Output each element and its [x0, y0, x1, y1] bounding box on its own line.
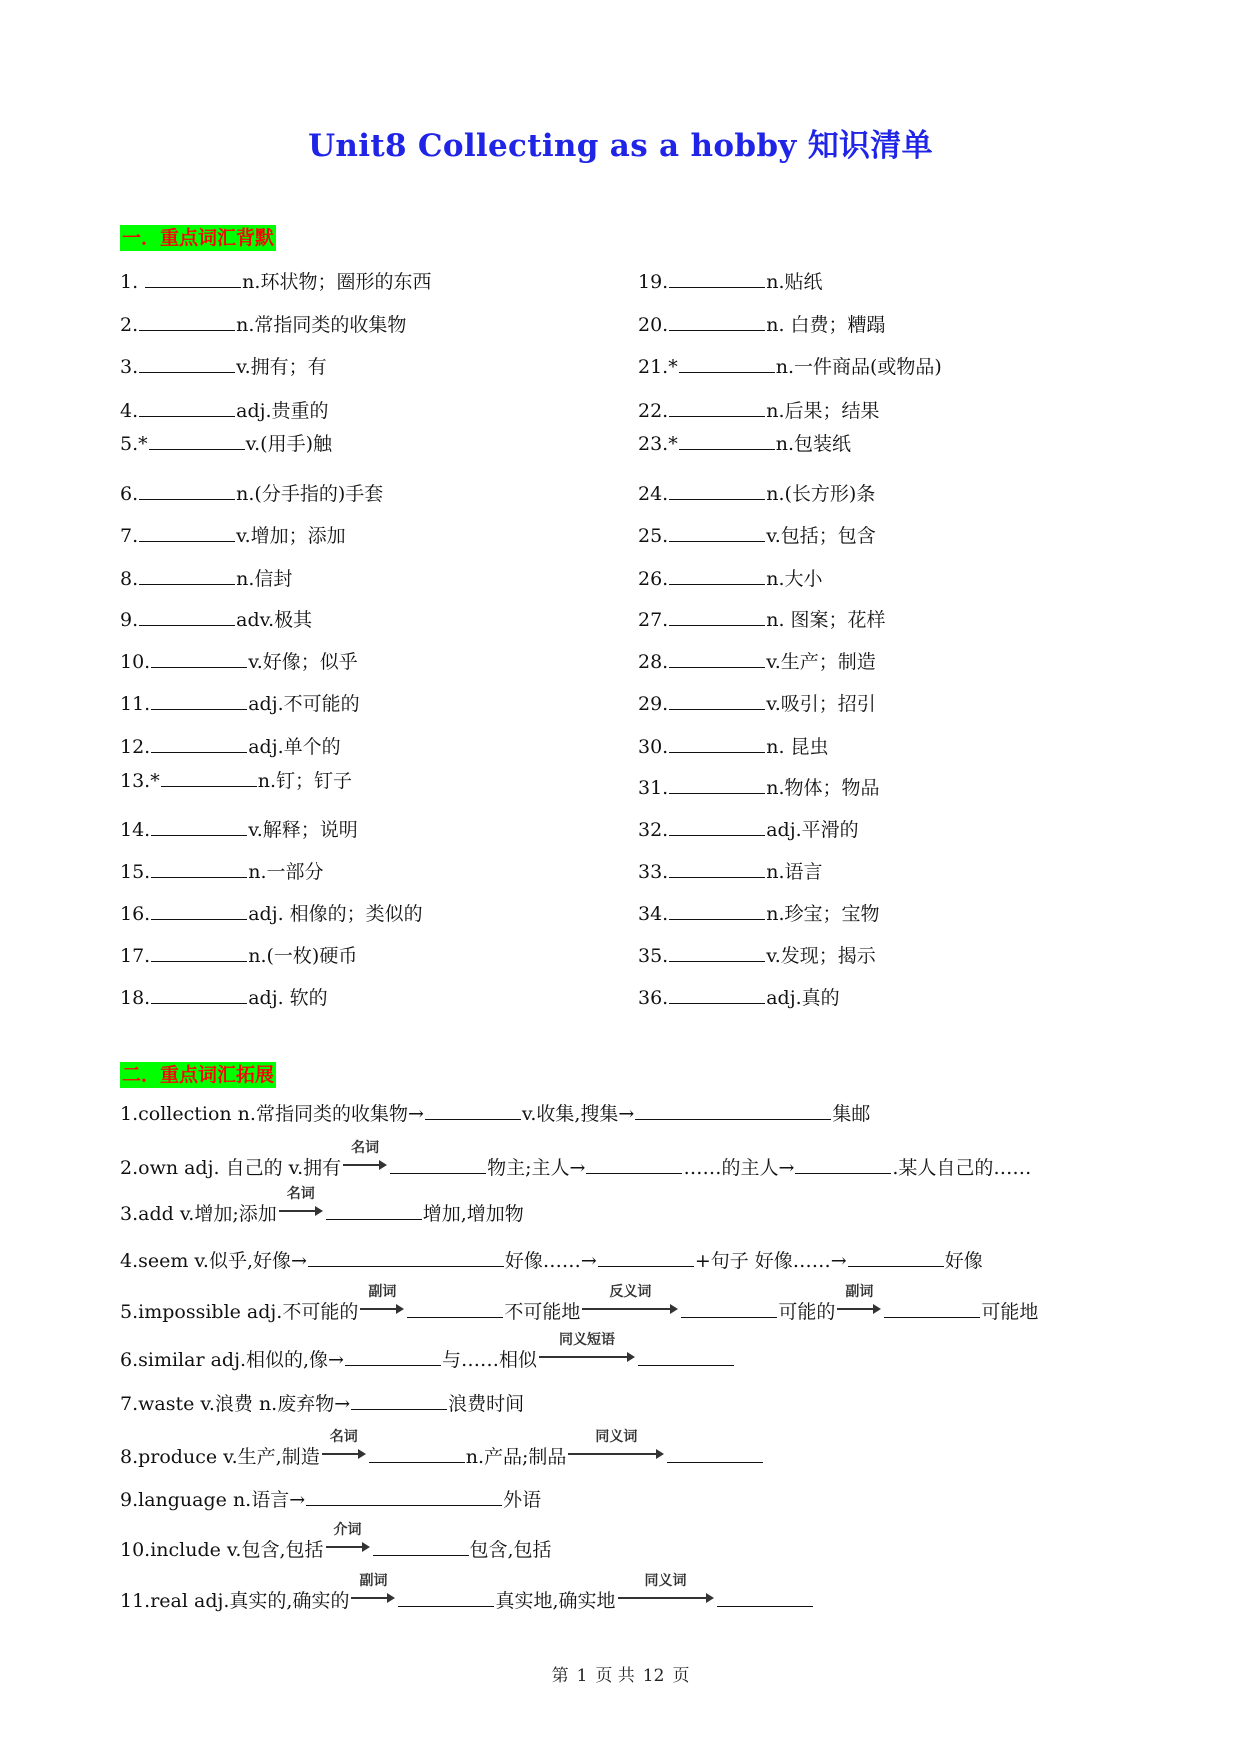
vocab-item — [638, 734, 829, 759]
page-total: 12 — [642, 1666, 665, 1686]
blank-field[interactable] — [669, 312, 765, 331]
vocab-definition: n.(分手指的)手套 — [236, 483, 384, 505]
blank-field[interactable] — [669, 691, 765, 710]
expansion-item-3: 3.add v.增加;添加 名词 增加,增加物 — [120, 1186, 524, 1225]
vocab-number: 26. — [638, 568, 669, 590]
footer-label: 页 — [672, 1666, 690, 1686]
blank-field[interactable] — [326, 1201, 422, 1220]
vocab-definition: n.一部分 — [248, 861, 324, 883]
arrow-icon: 名词 — [322, 1441, 366, 1463]
vocab-number: 15. — [120, 861, 151, 883]
vocab-definition: n.物体；物品 — [766, 777, 880, 799]
vocab-item — [638, 775, 880, 800]
vocab-number: 7. — [120, 525, 139, 547]
blank-field[interactable] — [151, 817, 247, 836]
blank-field[interactable] — [369, 1444, 465, 1463]
blank-field[interactable] — [598, 1248, 694, 1267]
arrow-icon: 副词 — [837, 1296, 881, 1318]
vocab-definition: adv.极其 — [236, 609, 313, 631]
blank-field[interactable] — [306, 1487, 502, 1506]
blank-field[interactable] — [638, 1347, 734, 1366]
vocab-number: 3. — [120, 356, 139, 378]
blank-field[interactable] — [679, 431, 775, 450]
blank-field[interactable] — [669, 985, 765, 1004]
vocab-item — [120, 768, 352, 793]
blank-field[interactable] — [390, 1155, 486, 1174]
vocab-item — [120, 817, 358, 842]
page-number: 1 — [576, 1666, 588, 1686]
vocab-definition: adj. 相像的；类似的 — [248, 903, 423, 925]
blank-field[interactable] — [425, 1101, 521, 1120]
vocab-number: 24. — [638, 483, 669, 505]
footer-label: 页 共 — [595, 1666, 635, 1686]
blank-field[interactable] — [345, 1347, 441, 1366]
vocab-item — [120, 859, 324, 884]
vocab-number: 17. — [120, 945, 151, 967]
blank-field[interactable] — [151, 859, 247, 878]
vocab-number: 23.* — [638, 433, 678, 455]
vocab-definition: v.吸引；招引 — [766, 693, 876, 715]
vocab-item — [120, 481, 383, 506]
expansion-item-11: 11.real adj.真实的,确实的 副词 真实地,确实地 同义词 — [120, 1585, 814, 1613]
blank-field[interactable] — [151, 691, 247, 710]
blank-field[interactable] — [669, 481, 765, 500]
vocab-item — [120, 269, 431, 294]
blank-field[interactable] — [669, 649, 765, 668]
vocab-definition: n.一件商品(或物品) — [775, 356, 942, 378]
vocab-number: 14. — [120, 819, 151, 841]
blank-field[interactable] — [669, 901, 765, 920]
expansion-item-2: 2.own adj. 自己的 v.拥有 名词 物主;主人→ ……的主人→ .某人自己的…… — [120, 1140, 1032, 1179]
arrow-icon: 副词 — [351, 1585, 395, 1607]
vocab-number: 34. — [638, 903, 669, 925]
vocab-definition: v.拥有；有 — [236, 356, 327, 378]
vocab-item — [638, 859, 823, 884]
vocab-definition: n.信封 — [236, 568, 293, 590]
blank-field[interactable] — [669, 398, 765, 417]
vocab-definition: adj.平滑的 — [766, 819, 859, 841]
vocab-item — [638, 607, 886, 632]
vocab-number: 16. — [120, 903, 151, 925]
blank-field[interactable] — [139, 607, 235, 626]
vocab-item — [638, 817, 859, 842]
blank-field[interactable] — [149, 431, 245, 450]
vocab-item — [638, 269, 823, 294]
vocab-number: 19. — [638, 271, 669, 293]
blank-field[interactable] — [795, 1155, 891, 1174]
vocab-number: 10. — [120, 651, 151, 673]
vocab-item — [638, 312, 886, 337]
blank-field[interactable] — [669, 943, 765, 962]
blank-field[interactable] — [161, 768, 257, 787]
vocab-item — [638, 566, 823, 591]
vocab-number: 13.* — [120, 770, 160, 792]
expansion-item-4: 4.seem v.似乎,好像→ 好像……→ +句子 好像……→ 好像 — [120, 1250, 983, 1272]
vocab-definition: adj.不可能的 — [248, 693, 360, 715]
vocab-number: 1. — [120, 271, 145, 293]
vocab-definition: n.后果；结果 — [766, 400, 880, 422]
arrow-icon: 名词 — [279, 1198, 323, 1220]
vocab-number: 4. — [120, 400, 139, 422]
blank-field[interactable] — [669, 523, 765, 542]
arrow-icon: 同义短语 — [539, 1344, 635, 1366]
blank-field[interactable] — [884, 1299, 980, 1318]
expansion-item-10: 10.include v.包含,包括 介词 包含,包括 — [120, 1522, 552, 1561]
expansion-item-7: 7.waste v.浪费 n.废弃物→ 浪费时间 — [120, 1393, 525, 1415]
vocab-number: 20. — [638, 314, 669, 336]
vocab-number: 33. — [638, 861, 669, 883]
blank-field[interactable] — [669, 734, 765, 753]
blank-field[interactable] — [407, 1299, 503, 1318]
vocab-item — [638, 481, 875, 506]
blank-field[interactable] — [669, 607, 765, 626]
vocab-definition: n.大小 — [766, 568, 823, 590]
vocab-item — [638, 901, 880, 926]
vocab-number: 11. — [120, 693, 151, 715]
footer-label: 第 — [551, 1666, 569, 1686]
blank-field[interactable] — [669, 566, 765, 585]
blank-field[interactable] — [669, 269, 765, 288]
arrow-icon: 同义词 — [568, 1441, 664, 1463]
vocab-item — [638, 398, 880, 423]
blank-field[interactable] — [681, 1299, 777, 1318]
vocab-definition: v.增加；添加 — [236, 525, 346, 547]
expansion-item-9: 9.language n.语言→ 外语 — [120, 1489, 542, 1511]
vocab-definition: n. 图案；花样 — [766, 609, 886, 631]
vocab-definition: v.包括；包含 — [766, 525, 876, 547]
blank-field[interactable] — [151, 943, 247, 962]
vocab-number: 5.* — [120, 433, 148, 455]
section-heading-vocab-recall: 一．重点词汇背默 — [122, 227, 275, 249]
blank-field[interactable] — [139, 523, 235, 542]
vocab-definition: n.包装纸 — [775, 433, 851, 455]
vocab-number: 25. — [638, 525, 669, 547]
blank-field[interactable] — [679, 354, 775, 373]
vocab-definition: adj.单个的 — [248, 736, 341, 758]
vocab-item — [120, 649, 358, 674]
vocab-definition: n.语言 — [766, 861, 823, 883]
vocab-definition: v.生产；制造 — [766, 651, 876, 673]
blank-field[interactable] — [848, 1248, 944, 1267]
page-footer — [0, 1661, 1241, 1686]
vocab-definition: v.好像；似乎 — [248, 651, 358, 673]
vocab-definition: adj.真的 — [766, 987, 840, 1009]
vocab-definition: n.珍宝；宝物 — [766, 903, 880, 925]
arrow-icon: 反义词 — [582, 1296, 678, 1318]
blank-field[interactable] — [151, 649, 247, 668]
vocab-number: 21.* — [638, 356, 678, 378]
vocab-item — [120, 943, 357, 968]
vocab-item — [120, 734, 341, 759]
blank-field[interactable] — [145, 269, 241, 288]
vocab-number: 36. — [638, 987, 669, 1009]
vocab-number: 9. — [120, 609, 139, 631]
vocab-definition: n. 昆虫 — [766, 736, 829, 758]
arrow-icon: 副词 — [360, 1296, 404, 1318]
vocab-number: 22. — [638, 400, 669, 422]
vocab-item — [120, 312, 406, 337]
vocab-number: 18. — [120, 987, 151, 1009]
vocab-item — [638, 691, 876, 716]
vocab-item — [638, 649, 876, 674]
vocab-number: 28. — [638, 651, 669, 673]
expansion-item-5: 5.impossible adj.不可能的 副词 不可能地 反义词 可能的 副词 可能地 — [120, 1284, 1039, 1323]
blank-field[interactable] — [151, 985, 247, 1004]
vocab-definition: n.(一枚)硬币 — [248, 945, 358, 967]
page-title: Unit8 Collecting as a hobby 知识清单 — [308, 128, 933, 164]
blank-field[interactable] — [669, 859, 765, 878]
vocab-number: 32. — [638, 819, 669, 841]
arrow-icon: 介词 — [326, 1534, 370, 1556]
blank-field[interactable] — [151, 901, 247, 920]
vocab-number: 35. — [638, 945, 669, 967]
blank-field[interactable] — [351, 1391, 447, 1410]
blank-field[interactable] — [139, 354, 235, 373]
blank-field[interactable] — [139, 398, 235, 417]
vocab-definition: n.钉；钉子 — [257, 770, 352, 792]
blank-field[interactable] — [635, 1101, 831, 1120]
vocab-item — [120, 398, 329, 423]
vocab-definition: v.解释；说明 — [248, 819, 358, 841]
arrow-icon: 同义词 — [618, 1585, 714, 1607]
blank-field[interactable] — [139, 481, 235, 500]
vocab-definition: v.(用手)触 — [245, 433, 332, 455]
arrow-icon: 名词 — [343, 1152, 387, 1174]
vocab-number: 29. — [638, 693, 669, 715]
expansion-item-1: 1.collection n.常指同类的收集物→ v.收集,搜集→ 集邮 — [120, 1103, 871, 1125]
vocab-definition: n.贴纸 — [766, 271, 823, 293]
vocab-item — [120, 523, 346, 548]
blank-field[interactable] — [373, 1537, 469, 1556]
vocab-number: 30. — [638, 736, 669, 758]
vocab-number: 2. — [120, 314, 139, 336]
vocab-number: 31. — [638, 777, 669, 799]
expansion-item-8: 8.produce v.生产,制造 名词 n.产品;制品 同义词 — [120, 1441, 764, 1469]
vocab-item — [120, 354, 327, 379]
vocab-item — [638, 523, 876, 548]
blank-field[interactable] — [398, 1588, 494, 1607]
vocab-item — [120, 691, 360, 716]
vocab-number: 27. — [638, 609, 669, 631]
vocab-item — [638, 354, 942, 379]
blank-field[interactable] — [667, 1444, 763, 1463]
vocab-number: 6. — [120, 483, 139, 505]
vocab-number: 12. — [120, 736, 151, 758]
vocab-item — [120, 901, 423, 926]
blank-field[interactable] — [669, 775, 765, 794]
vocab-item — [638, 985, 840, 1010]
blank-field[interactable] — [586, 1155, 682, 1174]
vocab-item — [120, 566, 292, 591]
blank-field[interactable] — [717, 1588, 813, 1607]
blank-field[interactable] — [139, 566, 235, 585]
blank-field[interactable] — [308, 1248, 504, 1267]
vocab-item — [120, 607, 312, 632]
vocab-definition: n.常指同类的收集物 — [236, 314, 407, 336]
vocab-definition: n.环状物；圈形的东西 — [242, 271, 432, 293]
vocab-definition: adj.贵重的 — [236, 400, 329, 422]
vocab-item — [638, 943, 876, 968]
vocab-definition: n.(长方形)条 — [766, 483, 876, 505]
vocab-number: 8. — [120, 568, 139, 590]
vocab-definition: v.发现；揭示 — [766, 945, 876, 967]
vocab-definition: n. 白费；糟蹋 — [766, 314, 886, 336]
vocab-item — [120, 985, 328, 1010]
blank-field[interactable] — [139, 312, 235, 331]
blank-field[interactable] — [669, 817, 765, 836]
vocab-item — [120, 431, 332, 456]
vocab-definition: adj. 软的 — [248, 987, 328, 1009]
expansion-item-6: 6.similar adj.相似的,像→ 与……相似 同义短语 — [120, 1344, 735, 1372]
blank-field[interactable] — [151, 734, 247, 753]
section-heading-vocab-expansion: 二．重点词汇拓展 — [122, 1064, 275, 1086]
vocab-item — [638, 431, 851, 456]
